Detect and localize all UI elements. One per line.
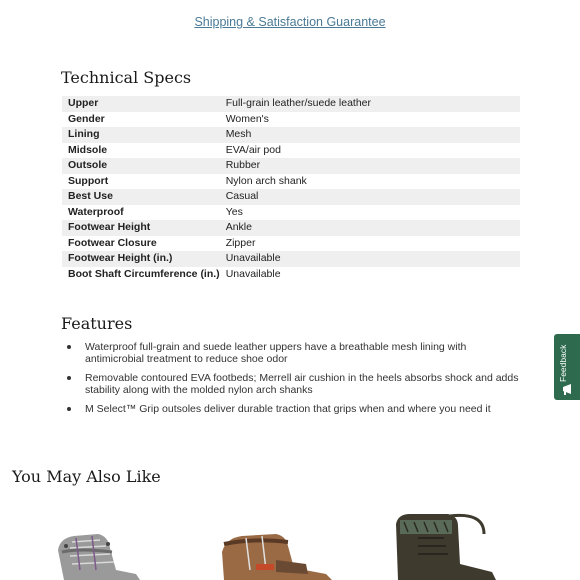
spec-row xyxy=(62,220,520,236)
boot-image xyxy=(36,530,166,580)
boot-image xyxy=(216,530,346,580)
bullet-icon xyxy=(67,345,71,349)
spec-label: Support xyxy=(68,174,109,187)
spec-value: Nylon arch shank xyxy=(225,174,307,187)
spec-row xyxy=(62,251,520,267)
feedback-label: Feedback xyxy=(558,344,568,382)
spec-value: EVA/air pod xyxy=(225,143,281,156)
specs-table xyxy=(62,96,520,282)
spec-value: Casual xyxy=(225,190,259,202)
spec-label: Waterproof xyxy=(68,205,124,218)
spec-row xyxy=(62,174,520,190)
spec-label: Best Use xyxy=(68,190,113,202)
spec-label: Footwear Height (in.) xyxy=(68,252,173,264)
spec-row xyxy=(62,143,520,159)
spec-value: Mesh xyxy=(225,128,252,140)
feature-item xyxy=(62,403,522,415)
spec-label: Midsole xyxy=(68,143,108,156)
product-card-dark-boot[interactable] xyxy=(388,510,518,580)
spec-row xyxy=(62,236,520,252)
feedback-icon xyxy=(562,384,572,396)
spec-row xyxy=(62,205,520,221)
spec-label: Upper xyxy=(68,97,99,109)
spec-row xyxy=(62,158,520,174)
spec-row xyxy=(62,112,520,128)
spec-value: Ankle xyxy=(225,221,252,233)
spec-row xyxy=(62,189,520,205)
spec-value: Zipper xyxy=(225,236,256,249)
bullet-icon xyxy=(67,407,71,411)
spec-label: Lining xyxy=(68,128,100,140)
feature-text: Removable contoured EVA footbeds; Merrell air cushion in the heels absorbs shock and adds stability along with the molded nylon arch shanks xyxy=(85,372,519,396)
feature-item xyxy=(62,372,522,396)
product-card-brown-boot[interactable] xyxy=(216,530,346,580)
spec-value: Women's xyxy=(225,112,269,125)
boot-image xyxy=(388,510,518,580)
bullet-icon xyxy=(67,376,71,380)
spec-label: Footwear Height xyxy=(68,221,151,233)
spec-value: Unavailable xyxy=(225,267,281,280)
you-may-also-like-heading: You May Also Like xyxy=(12,467,161,486)
shipping-guarantee-link[interactable]: Shipping & Satisfaction Guarantee xyxy=(194,15,386,29)
technical-specs-heading: Technical Specs xyxy=(61,68,192,87)
spec-row xyxy=(62,96,520,112)
spec-value: Full-grain leather/suede leather xyxy=(225,97,372,109)
feature-text: Waterproof full-grain and suede leather uppers have a breathable mesh lining with antimicrobial treatment to reduce shoe odor xyxy=(85,341,467,365)
spec-label: Footwear Closure xyxy=(68,236,157,249)
features-list xyxy=(62,341,522,422)
feedback-tab[interactable] xyxy=(554,334,580,400)
product-card-grey-boot[interactable] xyxy=(36,530,166,580)
spec-label: Outsole xyxy=(68,159,108,171)
spec-label: Gender xyxy=(68,112,105,125)
feature-text: M Select™ Grip outsoles deliver durable traction that grips when and where you need it xyxy=(85,403,491,415)
spec-row xyxy=(62,127,520,143)
spec-row xyxy=(62,267,520,283)
spec-value: Yes xyxy=(225,205,243,218)
features-heading: Features xyxy=(61,314,133,333)
spec-value: Unavailable xyxy=(225,252,281,264)
spec-value: Rubber xyxy=(225,159,261,171)
feature-item xyxy=(62,341,522,365)
spec-label: Boot Shaft Circumference (in.) xyxy=(68,267,220,280)
